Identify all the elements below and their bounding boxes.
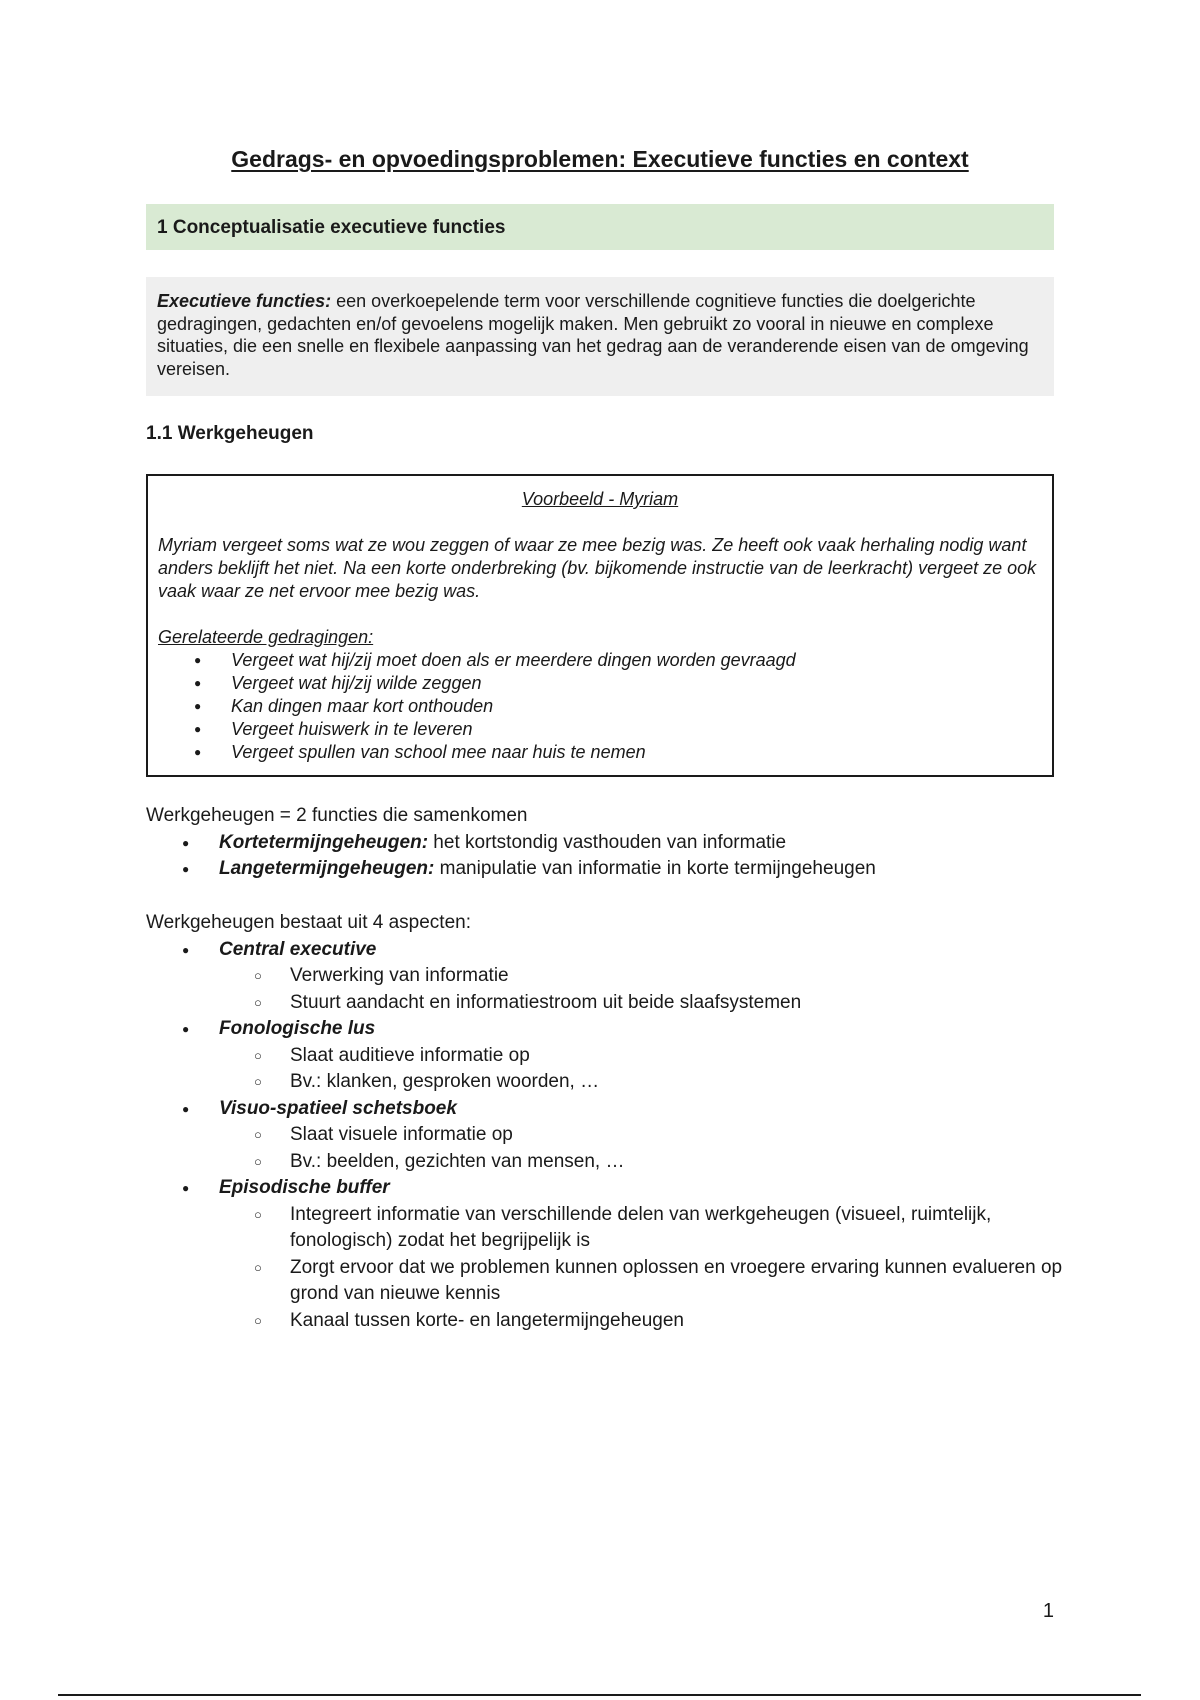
function-text: manipulatie van informatie in korte termijngeheugen: [434, 858, 876, 879]
behavior-item: ● Vergeet spullen van school mee naar huis te nemen: [158, 741, 1042, 764]
aspect-subitem: ○ Integreert informatie van verschillende delen van werkgeheugen (visueel, ruimtelijk, fonologisch) zodat het begrijpelijk is: [146, 1202, 1066, 1255]
aspect-item: [146, 937, 1066, 964]
example-text: Myriam vergeet soms wat ze wou zeggen of waar ze mee bezig was. Ze heeft ook vaak herhaling nodig want anders beklijft het niet. Na een korte onderbreking (bv. bijkomende instructie van de leerkracht) vergeet ze ook vaak waar ze net ervoor mee bezig was.: [158, 535, 1037, 601]
aspect-item: [146, 1096, 1066, 1123]
subsection-heading: 1.1 Werkgeheugen: [146, 423, 314, 444]
document-title: Gedrags- en opvoedingsproblemen: Executieve functies en context: [231, 146, 969, 172]
aspects-block: [146, 910, 1066, 1334]
aspect-label: Visuo-spatieel schetsboek: [219, 1097, 457, 1119]
function-label: Langetermijngeheugen:: [219, 858, 435, 879]
definition-box: [146, 277, 1054, 396]
example-title: Voorbeeld - Myriam: [521, 489, 679, 509]
aspect-subitem: ○ Stuurt aandacht en informatiestroom uit beide slaafsystemen: [146, 990, 1066, 1017]
aspect-subitem: ○ Verwerking van informatie: [146, 963, 1066, 990]
behavior-item: ● Vergeet wat hij/zij wilde zeggen: [158, 672, 1042, 695]
function-item: [146, 830, 1066, 857]
behavior-item: ● Vergeet wat hij/zij moet doen als er meerdere dingen worden gevraagd: [158, 649, 1042, 672]
aspect-subitem: ○ Bv.: klanken, gesproken woorden, …: [146, 1069, 1066, 1096]
behavior-item: ● Kan dingen maar kort onthouden: [158, 695, 1042, 718]
aspect-subitem: ○ Bv.: beelden, gezichten van mensen, …: [146, 1149, 1066, 1176]
example-box: [146, 474, 1054, 777]
aspect-subitem: ○ Slaat visuele informatie op: [146, 1122, 1066, 1149]
aspect-label: Fonologische lus: [219, 1018, 376, 1039]
behavior-item: ● Vergeet huiswerk in te leveren: [158, 718, 1042, 741]
aspect-item: [146, 1175, 1066, 1202]
page-number: 1: [1042, 1600, 1054, 1622]
behaviors-label: Gerelateerde gedragingen:: [158, 627, 374, 647]
functions-list: [146, 830, 1066, 883]
section-heading: 1 Conceptualisatie executieve functies: [146, 204, 1054, 250]
functions-block: [146, 803, 1066, 883]
aspect-subitem: ○ Kanaal tussen korte- en langetermijngeheugen: [146, 1308, 1066, 1335]
aspect-subitem: ○ Slaat auditieve informatie op: [146, 1043, 1066, 1070]
functions-intro: Werkgeheugen = 2 functies die samenkomen: [146, 805, 528, 826]
definition-term: Executieve functies:: [157, 291, 332, 311]
aspect-label: Central executive: [219, 938, 377, 960]
aspect-item: [146, 1016, 1066, 1043]
aspects-list: [146, 937, 1066, 1335]
behaviors-list: [158, 649, 1042, 764]
footer-divider: [58, 1694, 1141, 1696]
aspect-label: Episodische buffer: [219, 1177, 390, 1198]
aspect-subitem: ○ Zorgt ervoor dat we problemen kunnen oplossen en vroegere ervaring kunnen evalueren op grond van nieuwe kennis: [146, 1255, 1066, 1308]
aspects-intro: Werkgeheugen bestaat uit 4 aspecten:: [146, 912, 471, 933]
definition-text: een overkoepelende term voor verschillende cognitieve functies die doelgerichte gedragingen, gedachten en/of gevoelens mogelijk maken. Men gebruikt zo vooral in nieuwe en complexe situaties, die een snelle en flexibele aanpassing van het gedrag aan de veranderende eisen van de omgeving vereisen.: [157, 291, 1029, 379]
function-label: Kortetermijngeheugen:: [219, 831, 429, 853]
function-item: [146, 856, 1066, 883]
function-text: het kortstondig vasthouden van informatie: [428, 831, 787, 853]
